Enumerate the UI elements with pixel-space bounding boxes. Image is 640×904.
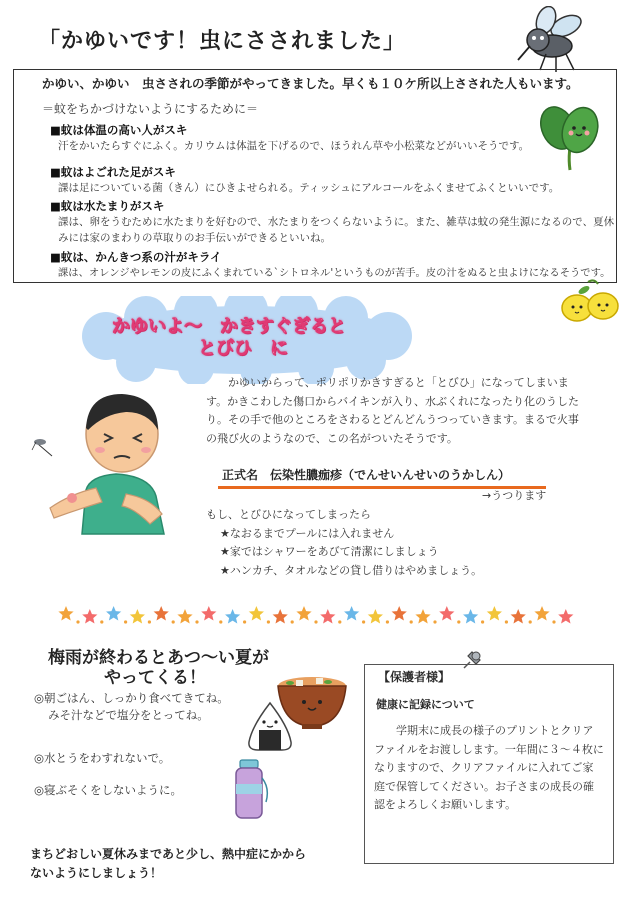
tip-body: 汗をかいたらすぐにふく。カリウムは体温を下げるので、ほうれん草や小松菜などがいいそうです。	[58, 140, 530, 152]
list-item: ★家ではシャワーをあびて清潔にしましょう	[220, 545, 439, 559]
guardian-body: 学期末に成長の様子のプリントとクリアファイルをお渡しします。一年間に３～４枚になりますので、クリアファイルに入れてご家庭で保管してください。お子さまの成長の確認をよろしくお願いします。	[374, 724, 604, 811]
tip-item	[50, 122, 529, 154]
page-title: 「かゆいです！虫にさされました」	[38, 29, 407, 54]
tip-item	[50, 198, 614, 246]
tip-heading: ■蚊は水たまりがスキ	[50, 199, 165, 213]
tip-body: 課は、卵をうむために水たまりを好むので、水たまりをつくらないように。また、雑草は蚊の発生源になるので、夏休	[58, 216, 615, 228]
tip-item	[50, 164, 559, 196]
advice-line: ◎寝ぶそくをしないように。	[34, 783, 183, 797]
tip-heading: ■蚊はよごれた足がスキ	[50, 165, 176, 179]
pushpin-icon	[458, 648, 484, 674]
spinach-icon	[534, 100, 606, 172]
tip-item	[50, 249, 610, 281]
tip-heading: ■蚊は体温の高い人がスキ	[50, 123, 188, 137]
tip-body: 課は足についている菌（きん）にひきよせられる。ティッシュにアルコールをふくませてふくといいです。	[58, 182, 560, 194]
advice-item	[34, 782, 182, 799]
contagious-note: →うつります	[482, 489, 547, 502]
onigiri-icon	[246, 700, 294, 752]
advice-line: ◎朝ごはん、しっかり食べてきてね。	[34, 691, 229, 705]
footer-line: まちどおしい夏休みまであと少し、熱中症にかから	[30, 847, 307, 861]
intro-text: かゆい、かゆい 虫さされの季節がやってきました。早くも１０ケ所以上さされた人もいます。	[42, 76, 579, 91]
lemon-icon	[558, 278, 622, 326]
tip-body: 課は、オレンジやレモンの皮にふくまれている`シトロネル'というものが苦手。皮の汁をぬると虫よけになるそうです。	[58, 267, 611, 279]
advice-line: ◎水とうをわすれないで。	[34, 751, 171, 765]
list-item: ★なおるまでプールには入れません	[220, 526, 395, 540]
impetigo-banner	[112, 316, 346, 360]
boy-scratching-icon	[30, 384, 200, 544]
list-intro: もし、とびひになってしまったら	[206, 508, 371, 521]
summer-heading-line: やってくる！	[104, 668, 206, 688]
water-bottle-icon	[228, 758, 270, 822]
tips-subtitle: ＝蚊をちかづけないようにするために＝	[42, 102, 259, 116]
advice-item	[34, 750, 170, 767]
banner-line: かゆいよ～ かきすぐぎると	[112, 316, 346, 337]
advice-item	[34, 690, 229, 724]
guardian-heading: 【保護者様】	[378, 670, 451, 684]
summer-heading	[48, 648, 269, 688]
impetigo-list	[206, 506, 482, 580]
banner-line: とびひ に	[198, 338, 288, 359]
guardian-subheading: 健康に記録について	[376, 698, 475, 711]
footer-line: ないようにしましょう！	[30, 865, 163, 880]
tip-heading: ■蚊は、かんきつ系の汁がキライ	[50, 250, 222, 264]
mosquito-icon	[516, 6, 596, 74]
tip-body: みには家のまわりの草取りのお手伝いができるといいね。	[58, 232, 331, 244]
summer-heading-line: 梅雨が終わるとあつ～い夏が	[48, 648, 269, 668]
impetigo-paragraph: かゆいからって、ポリポリかきすぎると「とびひ」になってしまいます。かきこわした傷口からバイキンが入り、水ぶくれになったり化のうしたり。その手で他のところをさわるとどんどんうつっていきます。まるで火事の飛び火のようなので、この名がついたそうです。	[206, 376, 580, 445]
advice-line: みそ汁などで塩分をとってね。	[48, 708, 209, 722]
footer-message	[30, 845, 306, 882]
star-garland-icon	[56, 602, 580, 628]
disease-formal-name: 正式名 伝染性膿痂疹（でんせいんせいのうかしん）	[222, 468, 511, 482]
list-item: ★ハンカチ、タオルなどの貸し借りはやめましょう。	[220, 563, 483, 577]
